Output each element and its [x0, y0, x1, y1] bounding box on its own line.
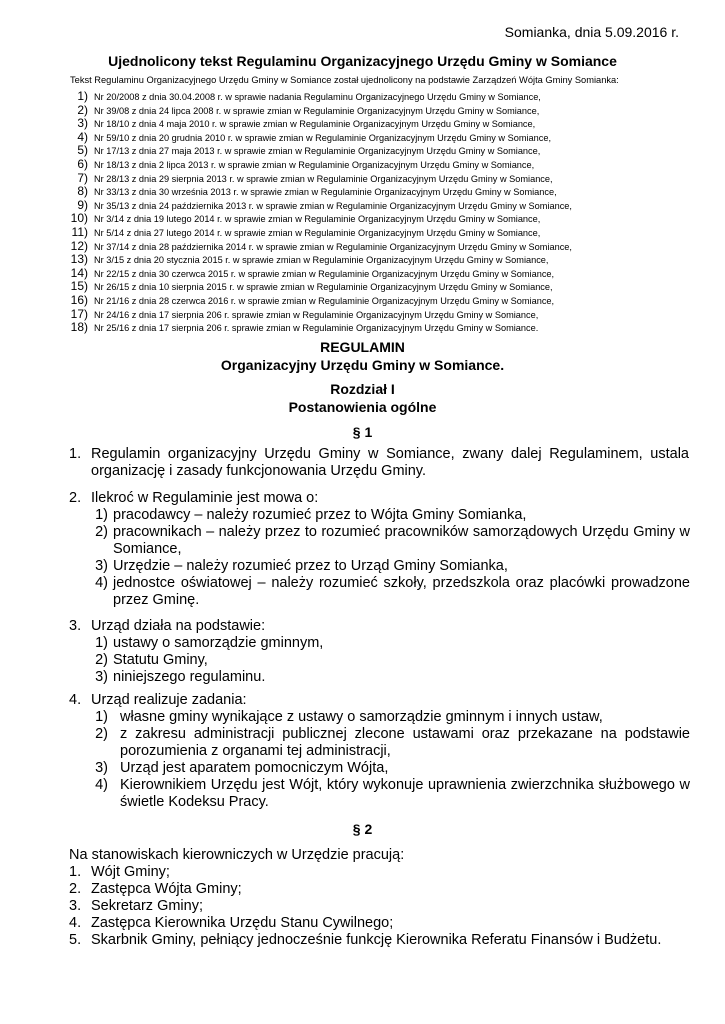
item-text: własne gminy wynikające z ustawy o samorządzie gminnym i innych ustaw,	[120, 709, 603, 725]
point-number: 1.	[69, 446, 82, 462]
amendment-number: 8)	[77, 184, 88, 199]
amendment-item	[66, 211, 686, 225]
amendment-item	[66, 157, 686, 171]
amendment-number: 9)	[77, 197, 88, 212]
item-text: Wójt Gminy;	[91, 864, 170, 880]
item-number: 1)	[95, 709, 108, 725]
amendment-text: Nr 37/14 z dnia 28 października 2014 r. w sprawie zmian w Regulaminie Organizacyjnym Urzędu Gminy w Somiance,	[94, 241, 572, 252]
amendment-text: Nr 24/16 z dnia 17 sierpnia 206 r. sprawie zmian w Regulaminie Organizacyjnym Urzędu Gminy w Somiance,	[94, 309, 539, 320]
item-number: 4)	[95, 777, 108, 793]
item-number: 3.	[69, 898, 82, 914]
amendment-item	[66, 143, 686, 157]
item-text: z zakresu administracji publicznej zlecone ustawami oraz przekazane na podstawie porozumienia z organami tej administracji,	[120, 726, 690, 759]
item-number: 1)	[95, 507, 108, 523]
amendment-text: Nr 3/15 z dnia 20 stycznia 2015 r. w sprawie zmian w Regulaminie Organizacyjnym Urzędu Gminy w Somiance,	[94, 255, 549, 266]
item-text: Sekretarz Gminy;	[91, 898, 203, 914]
paragraph-2-heading: § 2	[352, 821, 373, 837]
amendment-item	[66, 239, 686, 253]
amendment-text: Nr 33/13 z dnia 30 września 2013 r. w sprawie zmian w Regulaminie Organizacyjnym Urzędu Gminy w Somiance,	[94, 187, 557, 198]
amendment-text: Nr 17/13 z dnia 27 maja 2013 r. w sprawie zmian w Regulaminie Organizacyjnym Urzędu Gminy w Somiance,	[94, 146, 541, 157]
amendment-text: Nr 20/2008 z dnia 30.04.2008 r. w sprawie nadania Regulaminu Organizacyjnego Urzędu Gminy w Somiance,	[94, 92, 541, 102]
regulamin-title: REGULAMIN	[320, 339, 405, 355]
item-text: Zastępca Wójta Gminy;	[91, 881, 242, 897]
amendment-number: 17)	[70, 306, 88, 321]
amendment-text: Nr 28/13 z dnia 29 sierpnia 2013 r. w sprawie zmian w Regulaminie Organizacyjnym Urzędu Gminy w Somiance,	[94, 173, 553, 184]
point-text: Ilekroć w Regulaminie jest mowa o:	[91, 490, 319, 506]
intro-text: Tekst Regulaminu Organizacyjnego Urzędu Gminy w Somiance został ujednolicony na podstawie Zarządzeń Wójta Gminy Somianka:	[70, 75, 619, 85]
point-number: 3.	[69, 618, 82, 634]
item-number: 2)	[95, 726, 108, 742]
amendment-item	[66, 198, 686, 212]
amendments-list	[66, 89, 686, 334]
item-text: jednostce oświatowej – należy rozumieć szkoły, przedszkola oraz placówki prowadzone przez Gminę.	[113, 575, 690, 608]
amendment-number: 16)	[70, 292, 88, 307]
amendment-text: Nr 25/16 z dnia 17 sierpnia 206 r. sprawie zmian w Regulaminie Organizacyjnym Urzędu Gminy w Somiance.	[94, 323, 539, 334]
amendment-text: Nr 26/15 z dnia 10 sierpnia 2015 r. w sprawie zmian w Regulaminie Organizacyjnym Urzędu Gminy w Somiance,	[94, 282, 553, 293]
item-number: 4.	[69, 915, 82, 931]
amendment-number: 15)	[70, 279, 88, 294]
amendment-item	[66, 103, 686, 117]
amendment-text: Nr 5/14 z dnia 27 lutego 2014 r. w sprawie zmian w Regulaminie Organizacyjnym Urzędu Gminy w Somiance,	[94, 227, 541, 238]
amendment-item	[66, 252, 686, 266]
amendment-text: Nr 21/16 z dnia 28 czerwca 2016 r. w sprawie zmian w Regulaminie Organizacyjnym Urzędu Gminy w Somiance,	[94, 295, 555, 306]
amendment-item	[66, 293, 686, 307]
amendment-number: 5)	[77, 143, 88, 158]
amendment-number: 14)	[70, 265, 88, 280]
section2-intro: Na stanowiskach kierowniczych w Urzędzie pracują:	[69, 847, 405, 863]
amendment-text: Nr 3/14 z dnia 19 lutego 2014 r. w sprawie zmian w Regulaminie Organizacyjnym Urzędu Gminy w Somiance,	[94, 214, 541, 225]
amendment-item	[66, 130, 686, 144]
amendment-number: 6)	[77, 156, 88, 171]
item-text: pracownikach – należy przez to rozumieć pracowników samorządowych Urzędu Gminy w Somiance,	[113, 524, 690, 557]
point-number: 4.	[69, 692, 82, 708]
amendment-number: 13)	[70, 252, 88, 267]
amendment-item	[66, 116, 686, 130]
item-text: ustawy o samorządzie gminnym,	[113, 635, 324, 651]
amendment-number: 2)	[77, 102, 88, 117]
amendment-number: 3)	[77, 116, 88, 131]
amendment-number: 10)	[70, 211, 88, 226]
amendment-text: Nr 18/13 z dnia 2 lipca 2013 r. w sprawie zmian w Regulaminie Organizacyjnym Urzędu Gminy w Somiance,	[94, 159, 535, 170]
amendment-number: 7)	[77, 170, 88, 185]
item-number: 3)	[95, 760, 108, 776]
point-number: 2.	[69, 490, 82, 506]
item-text: Statutu Gminy,	[113, 652, 208, 668]
item-text: Kierownikiem Urzędu jest Wójt, który wykonuje uprawnienia zwierzchnika służbowego w świetle Kodeksu Pracy.	[120, 777, 690, 810]
amendment-text: Nr 22/15 z dnia 30 czerwca 2015 r. w sprawie zmian w Regulaminie Organizacyjnym Urzędu Gminy w Somiance,	[94, 268, 555, 279]
item-number: 3)	[95, 669, 108, 685]
amendment-text: Nr 35/13 z dnia 24 października 2013 r. w sprawie zmian w Regulaminie Organizacyjnym Urzędu Gminy w Somiance,	[94, 200, 572, 211]
document-date: Somianka, dnia 5.09.2016 r.	[504, 24, 679, 40]
item-text: Urząd jest aparatem pomocniczym Wójta,	[120, 760, 389, 776]
item-number: 2)	[95, 524, 108, 540]
item-number: 5.	[69, 932, 82, 948]
point-text: Urząd realizuje zadania:	[91, 692, 247, 708]
amendment-item	[66, 225, 686, 239]
item-number: 3)	[95, 558, 108, 574]
point-text: Urząd działa na podstawie:	[91, 618, 266, 634]
regulamin-subtitle: Organizacyjny Urzędu Gminy w Somiance.	[220, 357, 505, 373]
item-text: pracodawcy – należy rozumieć przez to Wójta Gminy Somianka,	[113, 507, 527, 523]
chapter-title: Postanowienia ogólne	[288, 399, 437, 415]
item-text: Urzędzie – należy rozumieć przez to Urząd Gminy Somianka,	[113, 558, 508, 574]
item-text: niniejszego regulaminu.	[113, 669, 266, 685]
amendment-number: 11)	[71, 224, 88, 239]
amendment-number: 18)	[70, 320, 88, 335]
amendment-item	[66, 266, 686, 280]
item-number: 1)	[95, 635, 108, 651]
amendment-item	[66, 171, 686, 185]
amendment-item	[66, 279, 686, 293]
item-text: Skarbnik Gminy, pełniący jednocześnie funkcję Kierownika Referatu Finansów i Budżetu.	[91, 932, 662, 948]
amendment-number: 1)	[77, 89, 88, 103]
paragraph-1-heading: § 1	[352, 424, 373, 440]
amendment-item	[66, 184, 686, 198]
chapter-heading: Rozdział I	[330, 381, 395, 397]
item-number: 2)	[95, 652, 108, 668]
item-number: 1.	[69, 864, 82, 880]
point-text: Regulamin organizacyjny Urzędu Gminy w Somiance, zwany dalej Regulaminem, ustala organizację i zasady funkcjonowania Urzędu Gminy.	[91, 446, 689, 479]
amendment-text: Nr 59/10 z dnia 20 grudnia 2010 r. w sprawie zmian w Regulaminie Organizacyjnym Urzędu Gminy w Somiance,	[94, 132, 552, 143]
amendment-item	[66, 307, 686, 321]
amendment-item	[66, 89, 686, 103]
amendment-number: 12)	[70, 238, 88, 253]
item-text: Zastępca Kierownika Urzędu Stanu Cywilnego;	[91, 915, 394, 931]
amendment-number: 4)	[77, 129, 88, 144]
item-number: 4)	[95, 575, 108, 591]
amendment-text: Nr 39/08 z dnia 24 lipca 2008 r. w sprawie zmian w Regulaminie Organizacyjnym Urzędu Gminy w Somiance,	[94, 105, 540, 116]
document-title: Ujednolicony tekst Regulaminu Organizacyjnego Urzędu Gminy w Somiance	[108, 53, 617, 69]
amendment-text: Nr 18/10 z dnia 4 maja 2010 r. w sprawie zmian w Regulaminie Organizacyjnym Urzędu Gminy w Somiance,	[94, 119, 536, 130]
amendment-item	[66, 320, 686, 334]
item-number: 2.	[69, 881, 82, 897]
